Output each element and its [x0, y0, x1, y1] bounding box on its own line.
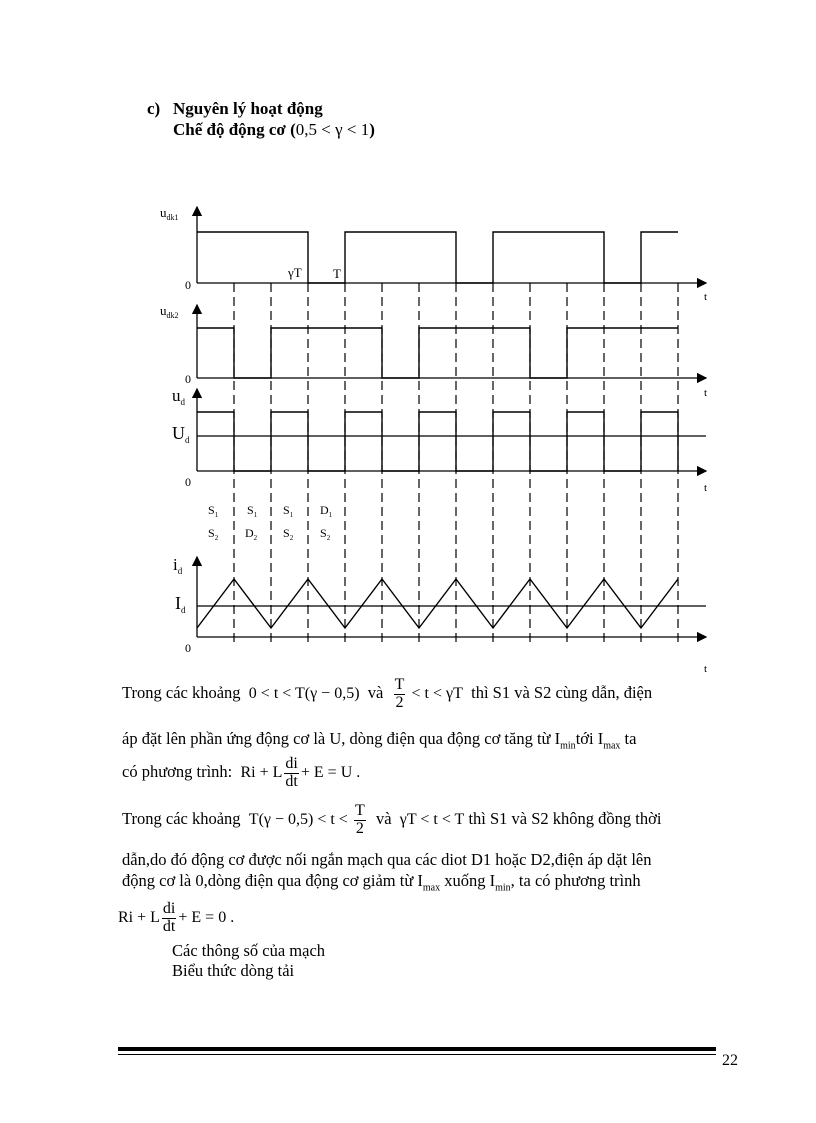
- id-waveform: [197, 579, 678, 628]
- state-3-bottom: $S_2$: [283, 526, 294, 542]
- ud-label: $u_d$: [172, 386, 185, 407]
- mode-close: ): [369, 120, 375, 139]
- p2-math2: γT < t < T: [399, 811, 465, 829]
- p1-frac: $\frac{T}{2}$: [394, 676, 405, 711]
- id-label: $i_d$: [173, 555, 183, 576]
- state-4-bottom: $S_2$: [320, 526, 331, 542]
- state-2-top: $S_1$: [247, 503, 258, 519]
- section-title: Nguyên lý hoạt động: [173, 99, 323, 118]
- t-label-1: t: [704, 291, 708, 303]
- Id-label: $I_d$: [175, 593, 186, 615]
- udk2-zero: 0: [185, 372, 191, 386]
- p2-line2: dẫn,do đó động cơ được nối ngắn mạch qua các diot D1 hoặc D2,điện áp dặt lên: [122, 850, 652, 869]
- p2-line1: Trong các khoảng T(γ − 0,5) < t < $\frac{T}{2}$ và γT < t < T thì S1 và S2 không đồng thời: [122, 802, 662, 837]
- state-4-top: $D_1$: [320, 503, 333, 519]
- p2-equation: Ri + L $\frac{di}{dt}$ + E = 0 .: [118, 900, 235, 935]
- state-1-top: $S_1$: [208, 503, 219, 519]
- ud-waveform: [197, 412, 678, 471]
- p1-eq-frac: $\frac{di}{dt}$: [285, 755, 298, 790]
- p1-line1: Trong các khoảng 0 < t < T(γ − 0,5) và $\frac{T}{2}$ < t < γT thì S1 và S2 cùng dẫn, điện: [122, 676, 653, 711]
- ud-zero: 0: [185, 475, 191, 489]
- p2-frac: $\frac{T}{2}$: [354, 802, 365, 837]
- bullet-circuit-params: Các thông số của mạch: [172, 941, 326, 960]
- p1-line3: có phương trình: Ri + L $\frac{di}{dt}$ + E = U .: [122, 755, 361, 790]
- p2-line3: động cơ là 0,dòng điện qua động cơ giảm từ $I_{max}$ xuống $I_{min}$, ta có phương trình: [122, 871, 641, 894]
- udk1-waveform: [197, 232, 678, 283]
- t-label-4: t: [704, 663, 708, 675]
- state-2-bottom: $D_2$: [245, 526, 258, 542]
- p2-eq-frac: $\frac{di}{dt}$: [162, 900, 176, 935]
- gammaT-label: γT: [288, 265, 302, 280]
- switch-states: [208, 503, 333, 542]
- bullet-load-current: Biểu thức dòng tải: [172, 961, 295, 980]
- p1-math1: 0 < t < T(γ − 0,5): [248, 685, 360, 703]
- footer-rule-thin: [118, 1054, 716, 1055]
- section-label: c): [147, 99, 161, 118]
- T-label: T: [333, 266, 341, 281]
- udk2-waveform: [197, 328, 678, 378]
- udk1-label: $u_{dk1}$: [160, 205, 179, 222]
- udk1-zero: 0: [185, 278, 191, 292]
- footer-rule-thick: [118, 1047, 716, 1051]
- udk2-label: $u_{dk2}$: [160, 303, 179, 320]
- state-3-top: $S_1$: [283, 503, 294, 519]
- mode-text: Chế độ động cơ (: [173, 120, 296, 139]
- t-label-3: t: [704, 482, 708, 494]
- p2-math1: T(γ − 0,5) < t <: [248, 811, 348, 829]
- id-zero: 0: [185, 641, 191, 655]
- mode-math: 0,5 < γ < 1: [295, 120, 370, 139]
- page-number: 22: [722, 1052, 738, 1069]
- p1-math2: < t < γT: [411, 685, 463, 703]
- p1-line2: áp đặt lên phần ứng động cơ là U, dòng điện qua động cơ tăng từ $I_{min}tới$ $I_{max}$ ta: [122, 729, 637, 752]
- state-1-bottom: $S_2$: [208, 526, 219, 542]
- Ud-label: $U_d$: [172, 423, 190, 445]
- t-label-2: t: [704, 387, 708, 399]
